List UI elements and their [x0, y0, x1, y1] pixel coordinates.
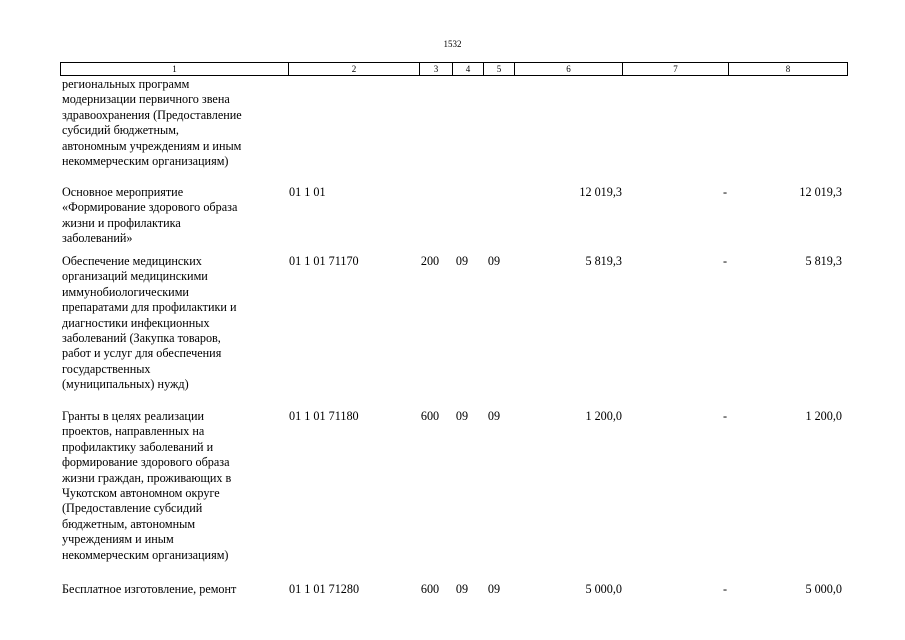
header-col-5: 5 [484, 63, 515, 75]
row-amount-col6: 1 200,0 [585, 409, 622, 423]
row-code: 01 1 01 71170 [289, 254, 359, 268]
row-col4: 09 [455, 254, 469, 268]
row-amount-col8: 5 819,3 [805, 254, 842, 268]
row-col4: 09 [455, 409, 469, 423]
header-col-8: 8 [785, 64, 791, 74]
row-col3: 600 [420, 409, 440, 423]
row-description: Основное мероприятие «Формирование здорового образа жизни и профилактика заболеваний» [62, 185, 238, 246]
row-code: 01 1 01 71180 [289, 409, 359, 423]
row-description: региональных программ модернизации первичного звена здравоохранения (Предоставление субсидий бюджетным, автономным учреждениям и иным некоммерческим организациям) [62, 77, 242, 169]
header-col-2: 2 [289, 63, 420, 75]
row-description: Обеспечение медицинских организаций медицинскими иммунобиологическими препаратами для профилактики и диагностики инфекционных заболеваний (Закупка товаров, работ и услуг для обеспечения государственных (муниципальных) нужд) [62, 254, 237, 392]
row-amount-col7: - [722, 185, 728, 199]
table-header [60, 62, 848, 76]
row-col4: 09 [455, 582, 469, 596]
row-col3: 600 [420, 582, 440, 596]
row-col5: 09 [487, 582, 501, 596]
row-description: Гранты в целях реализации проектов, направленных на профилактику заболеваний и формирование здорового образа жизни граждан, проживающих в Чукотском автономном округе (Предоставление субсидий бюджетным, автономным учреждениям и иным некоммерческим организациям) [62, 409, 232, 562]
row-col5: 09 [487, 409, 501, 423]
row-amount-col7: - [722, 409, 728, 423]
row-description: Бесплатное изготовление, ремонт [62, 582, 237, 596]
header-col-3: 3 [420, 63, 453, 75]
row-amount-col8: 1 200,0 [805, 409, 842, 423]
row-amount-col8: 12 019,3 [799, 185, 842, 199]
row-amount-col7: - [722, 254, 728, 268]
row-col5: 09 [487, 254, 501, 268]
row-amount-col8: 5 000,0 [805, 582, 842, 596]
header-col-4: 4 [453, 63, 484, 75]
row-code: 01 1 01 [289, 185, 326, 199]
row-amount-col7: - [722, 582, 728, 596]
page-number: 1532 [443, 39, 462, 49]
row-code: 01 1 01 71280 [289, 582, 360, 596]
row-amount-col6: 5 819,3 [585, 254, 622, 268]
header-col-6: 6 [515, 63, 623, 75]
header-col-7: 7 [623, 63, 729, 75]
row-amount-col6: 5 000,0 [585, 582, 622, 596]
header-col-1: 1 [61, 63, 289, 75]
row-amount-col6: 12 019,3 [579, 185, 622, 199]
row-col3: 200 [420, 254, 440, 268]
